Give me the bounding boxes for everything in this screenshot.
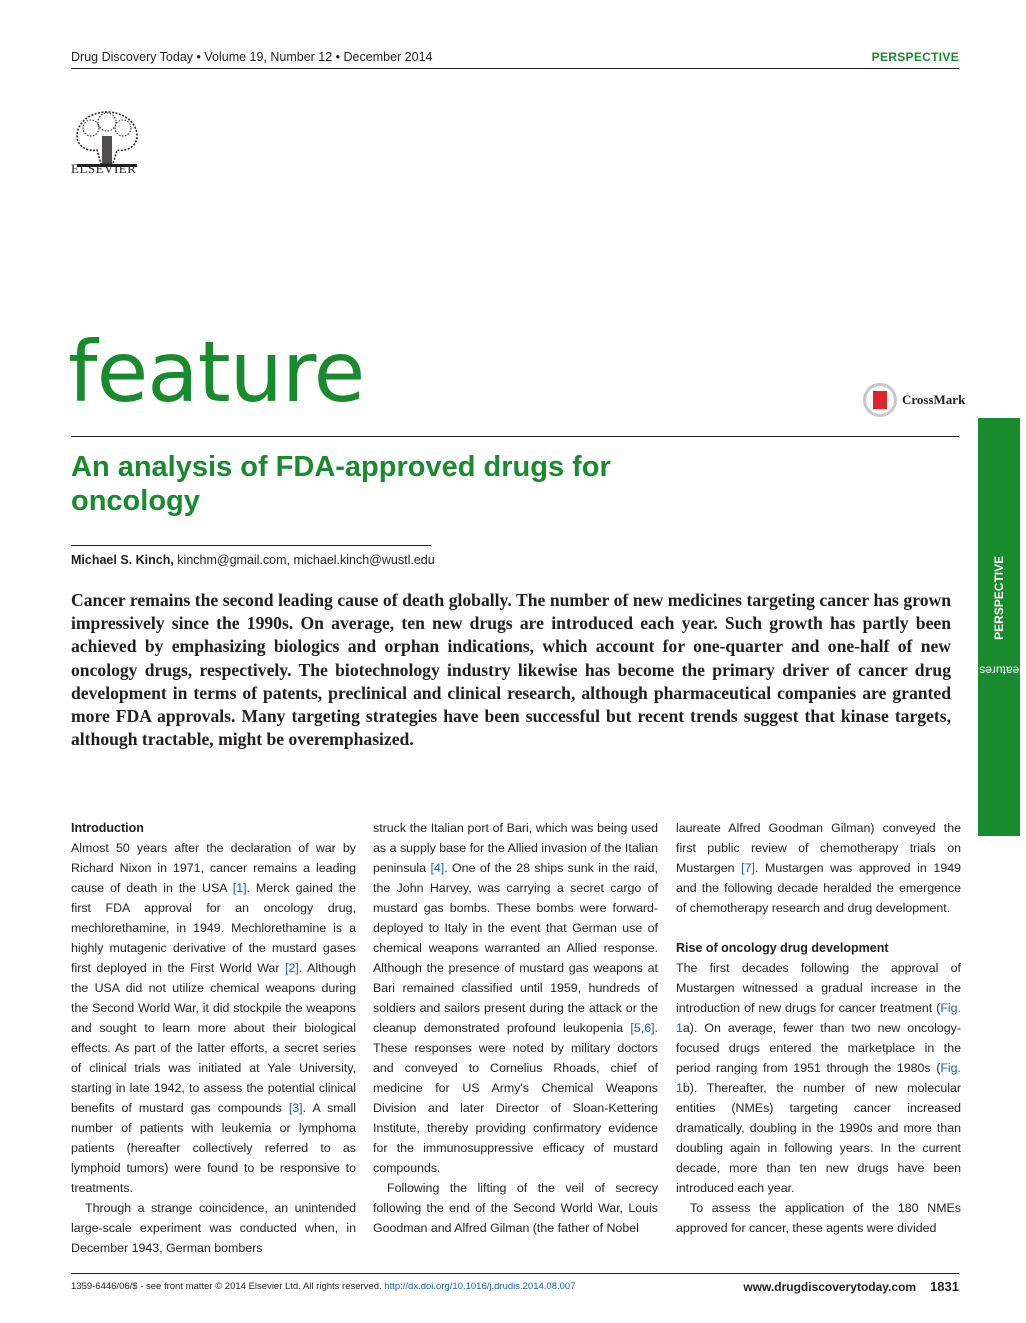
author-name: Michael S. Kinch, xyxy=(71,553,174,567)
header-divider xyxy=(71,68,959,69)
paragraph: struck the Italian port of Bari, which was being used as a supply base for the Allied invasion of the Italian peninsula [4]. One of the 28 ships sunk in the raid, the John Harvey, was carrying a secret cargo of mustard gas bombs. These bombs were forward-deployed to Italy in the event that German use of chemical weapons warranted an Allied response. Although the presence of mustard gas weapons at Bari remained classified until 1959, hundreds of soldiers and sailors present during the attack or the cleanup demonstrated profound leukopenia [5,6]. These responses were noted by military doctors and conveyed to Cornelius Rhoads, chief of medicine for US Army's Chemical Weapons Division and later Director of Sloan-Kettering Institute, thereby providing confirmatory evidence for the immunosuppressive efficacy of mustard compounds. xyxy=(373,821,658,1175)
title-divider xyxy=(71,436,959,437)
page-number: 1831 xyxy=(930,1279,959,1294)
footer-copyright: 1359-6446/06/$ - see front matter © 2014 Elsevier Ltd. All rights reserved. http://dx.doi.org/10.1016/j.drudis.2014.08.007 xyxy=(71,1281,576,1292)
paragraph: To assess the application of the 180 NMEs approved for cancer, these agents were divided xyxy=(676,1201,961,1235)
figure-link[interactable]: Fig. 1 xyxy=(676,1001,961,1035)
paragraph: laureate Alfred Goodman Gilman) conveyed the first public review of chemotherapy trials on Mustargen [7]. Mustargen was approved in 1949 and the following decade heralded the emergence of chemotherapy research and drug development. xyxy=(676,821,961,915)
reference-link[interactable]: [4] xyxy=(430,861,445,875)
reference-link[interactable]: [2] xyxy=(285,961,299,975)
paragraph: The first decades following the approval of Mustargen witnessed a gradual increase in the introduction of new drugs for cancer treatment (Fig. 1a). On average, fewer than two new oncology-focused drugs entered the marketplace in the period ranging from 1951 through the 1980s (Fig. 1b). Thereafter, the number of new molecular entities (NMEs) targeting cancer increased dramatically, doubling in the 1990s and more than doubling again in following years. In the current decade, more than ten new drugs have been introduced each year. xyxy=(676,961,961,1195)
journal-header: Drug Discovery Today • Volume 19, Number 12 • December 2014 xyxy=(71,50,433,64)
crossmark-badge[interactable] xyxy=(863,383,965,417)
section-heading-rise: Rise of oncology drug development xyxy=(676,941,889,955)
footer-divider xyxy=(71,1273,959,1274)
figure-link[interactable]: Fig. 1 xyxy=(676,1061,961,1095)
reference-link[interactable]: [7] xyxy=(741,861,755,875)
crossmark-icon xyxy=(863,383,897,417)
reference-link[interactable]: [1] xyxy=(232,881,247,895)
publisher-logo-text: ELSEVIER xyxy=(71,161,137,176)
side-tab-section: PERSPECTIVE xyxy=(992,555,1007,640)
reference-link[interactable]: [3] xyxy=(288,1101,303,1115)
article-title: An analysis of FDA-approved drugs for oncology xyxy=(71,451,611,517)
side-tab-prefix: Features • xyxy=(971,663,1026,678)
body-column-2 xyxy=(373,818,658,1238)
author-emails[interactable]: kinchm@gmail.com, michael.kinch@wustl.edu xyxy=(177,553,435,567)
section-tag: PERSPECTIVE xyxy=(871,50,959,64)
body-column-1 xyxy=(71,818,356,1258)
paragraph: Almost 50 years after the declaration of war by Richard Nixon in 1971, cancer remains a leading cause of death in the USA [1]. Merck gained the first FDA approval for an oncology drug, mechlorethamine, in 1949. Mechlorethamine is a highly mutagenic derivative of the mustard gases first deployed in the First World War [2]. Although the USA did not utilize chemical weapons during the Second World War, it did stockpile the weapons and sought to learn more about their biological effects. As part of the latter efforts, a secret series of clinical trials was initiated at Yale University, starting in late 1942, to assess the potential clinical benefits of mustard gas compounds [3]. A small number of patients with leukemia or lymphoma patients (hereafter collectively referred to as lymphoid tumors) were found to be responsive to treatments. xyxy=(71,841,356,1195)
footer-right xyxy=(743,1279,959,1294)
crossmark-label: CrossMark xyxy=(902,392,966,407)
feature-heading: feature xyxy=(68,323,365,421)
journal-website[interactable]: www.drugdiscoverytoday.com xyxy=(743,1280,917,1294)
body-column-3 xyxy=(676,818,961,1238)
doi-link[interactable]: http://dx.doi.org/10.1016/j.drudis.2014.08.007 xyxy=(384,1281,576,1292)
side-section-tab xyxy=(971,418,1026,836)
paragraph: Following the lifting of the veil of secrecy following the end of the Second World War, Louis Goodman and Alfred Gilman (the father of Nobel xyxy=(373,1181,658,1235)
abstract: Cancer remains the second leading cause of death globally. The number of new medicines targeting cancer has grown impressively since the 1990s. On average, ten new drugs are introduced each year. Such growth has partly been achieved by emphasizing biologics and orphan indications, which account for one-quarter and one-half of new oncology drugs, respectively. The biotechnology industry likewise has become the primary driver of cancer drug development in terms of patents, preclinical and clinical research, although pharmaceutical companies are granted more FDA approvals. Many targeting strategies have been successful but recent trends suggest that kinase targets, although tractable, might be overemphasized. xyxy=(71,590,951,750)
paragraph: Through a strange coincidence, an unintended large-scale experiment was conducted when, in December 1943, German bombers xyxy=(71,1201,356,1255)
reference-link[interactable]: [5,6] xyxy=(630,1021,655,1035)
author-divider xyxy=(71,545,431,546)
author-line xyxy=(71,553,435,567)
section-heading-introduction: Introduction xyxy=(71,821,144,835)
